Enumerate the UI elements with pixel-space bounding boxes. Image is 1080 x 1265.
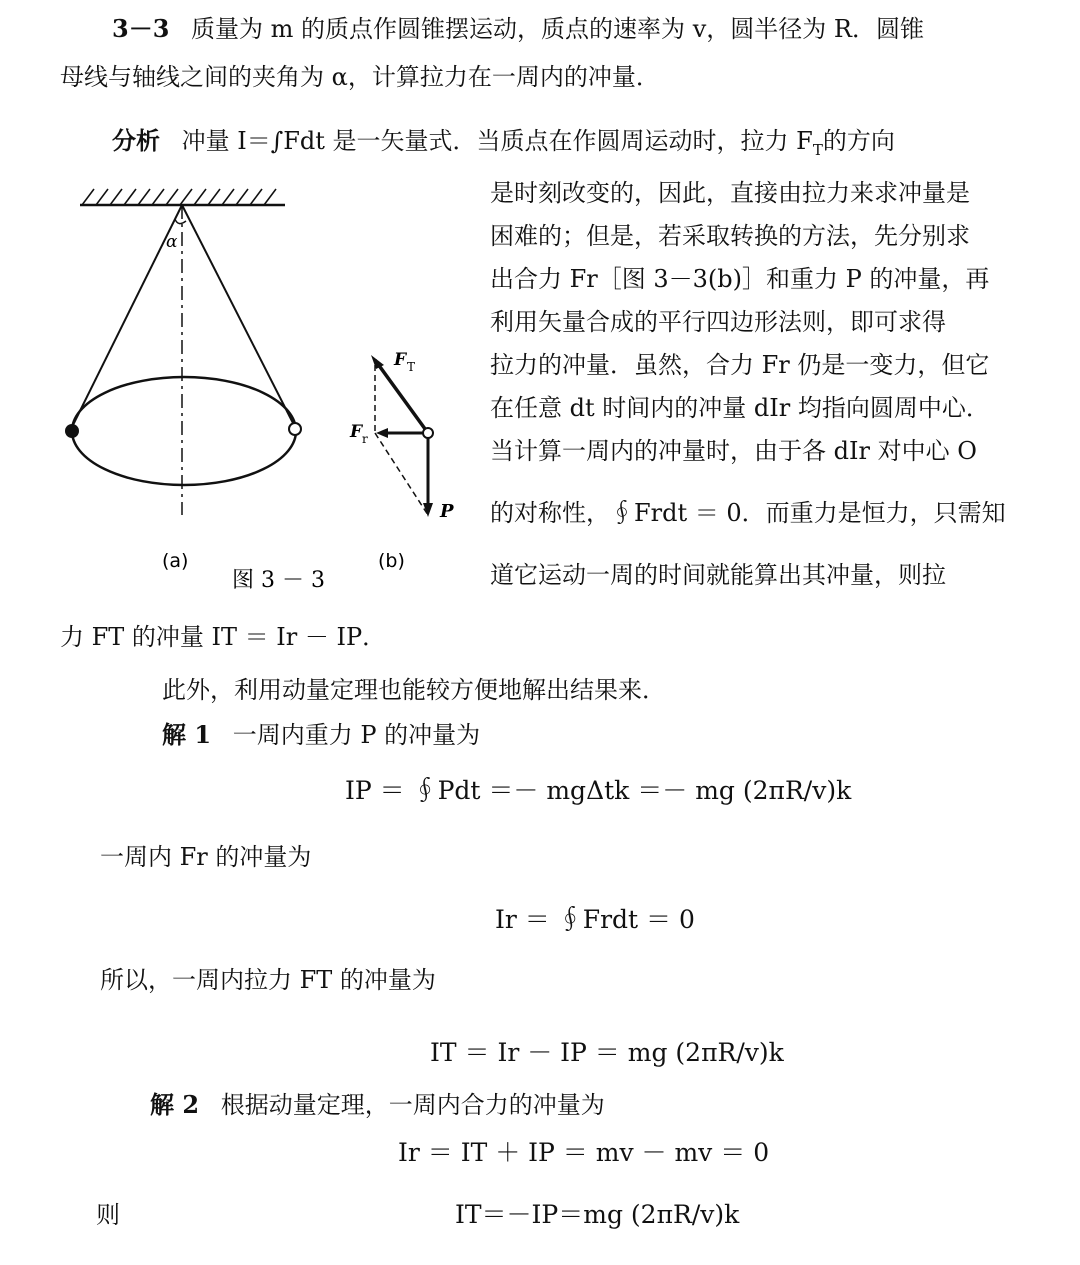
cone-line-right [182, 205, 295, 427]
label-a: (a) [162, 550, 189, 572]
p-label: P [440, 501, 454, 522]
dashed-diagonal [375, 433, 428, 515]
ft-label-sub: T [407, 360, 416, 374]
solution-2-text: 根据动量定理，一周内合力的冲量为 [220, 1091, 605, 1119]
problem-statement-line-2: 母线与轴线之间的夹角为 α，计算拉力在一周内的冲量． [60, 63, 660, 91]
fr-label-sub: r [362, 432, 368, 446]
analysis-ft-subscript: T [812, 140, 823, 159]
equation-2: Ir ＝ ∮Frdt ＝ 0 [495, 905, 695, 934]
fr-label: F [350, 422, 363, 442]
equation-3: IT ＝ Ir － IP ＝ mg (2πR/v)k [430, 1038, 784, 1067]
solution-1-label: 解 1 [162, 720, 212, 749]
figure-caption: 图 3 － 3 [232, 568, 325, 593]
ft-label: F [394, 350, 407, 370]
equation-4: Ir ＝ IT ＋ IP ＝ mv － mv ＝ 0 [398, 1138, 770, 1167]
analysis-line-1 [112, 126, 895, 165]
figure-3-3 [50, 175, 470, 595]
label-b: (b) [378, 550, 405, 572]
analysis-last-line: 力 FT 的冲量 IT ＝ Ir － IP． [60, 623, 387, 651]
mass-b [423, 428, 433, 438]
mass-hollow [289, 423, 301, 435]
analysis-wrap-line-4: 利用矢量合成的平行四边形法则，即可求得 [490, 308, 946, 336]
solution-2-label: 解 2 [150, 1090, 200, 1119]
mass-solid [65, 424, 79, 438]
angle-label: α [166, 232, 178, 252]
also-text: 此外，利用动量定理也能较方便地解出结果来． [162, 676, 666, 704]
analysis-wrap-line-8: 的对称性，∮Frdt ＝ 0．而重力是恒力，只需知 [490, 499, 1006, 527]
analysis-wrap-line-6: 在任意 dt 时间内的冲量 dIr 均指向圆周中心． [490, 394, 990, 422]
ceiling-hatching [82, 189, 276, 205]
orbit-ellipse [72, 377, 296, 485]
angle-arc [175, 219, 186, 224]
solution-1-line [162, 720, 480, 750]
analysis-wrap-line-2: 困难的；但是，若采取转换的方法，先分别求 [490, 222, 970, 250]
equation-5: IT＝－IP＝mg (2πR/v)k [455, 1200, 740, 1229]
problem-line-1 [112, 14, 924, 44]
analysis-line-1-post: 的方向 [822, 127, 895, 155]
analysis-wrap-line-9: 道它运动一周的时间就能算出其冲量，则拉 [490, 561, 946, 589]
solution-1-text: 一周内重力 P 的冲量为 [232, 721, 481, 749]
so-text: 所以，一周内拉力 FT 的冲量为 [100, 966, 436, 994]
analysis-wrap-line-3: 出合力 Fr［图 3－3(b)］和重力 P 的冲量，再 [490, 265, 990, 293]
fr-impulse-text: 一周内 Fr 的冲量为 [100, 843, 312, 871]
analysis-wrap-line-5: 拉力的冲量．虽然，合力 Fr 仍是一变力，但它 [490, 351, 990, 379]
analysis-line-1-pre: 冲量 I＝∫Fdt 是一矢量式．当质点在作圆周运动时，拉力 F [181, 127, 813, 155]
then-label: 则 [96, 1201, 120, 1229]
analysis-wrap-line-1: 是时刻改变的，因此，直接由拉力来求冲量是 [490, 179, 970, 207]
solution-2-line [150, 1090, 605, 1120]
problem-statement-line-1: 质量为 m 的质点作圆锥摆运动，质点的速率为 v，圆半径为 R．圆锥 [191, 15, 924, 43]
problem-number: 3－3 [112, 14, 170, 43]
ft-vector [375, 360, 428, 433]
equation-1: IP ＝ ∮Pdt ＝－ mgΔtk ＝－ mg (2πR/v)k [345, 776, 852, 805]
analysis-label: 分析 [112, 126, 160, 155]
analysis-wrap-line-7: 当计算一周内的冲量时，由于各 dIr 对中心 O [490, 437, 977, 465]
